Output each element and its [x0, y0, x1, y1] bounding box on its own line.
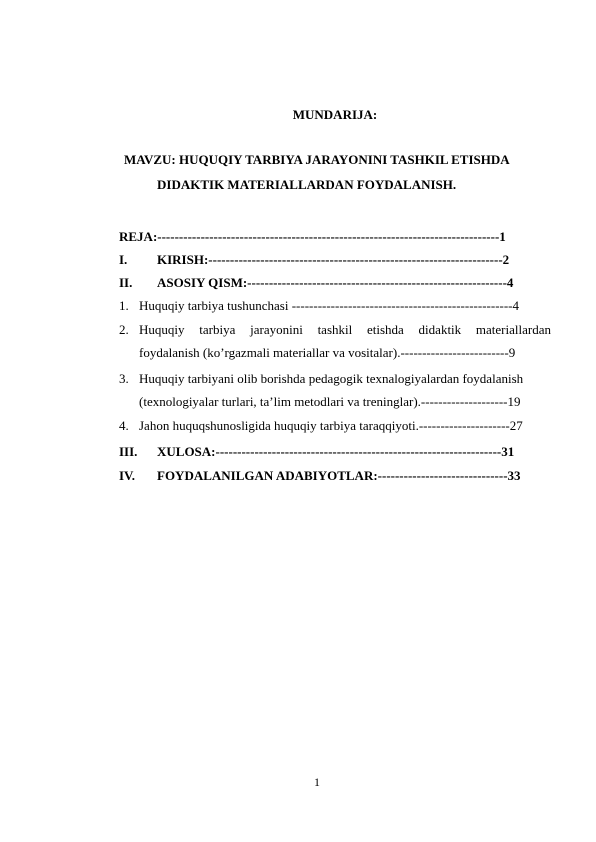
- toc-item-asosiy: [119, 274, 513, 291]
- toc-item-number: I.: [119, 252, 128, 267]
- toc-item-text: KIRISH:--------------------------------------------------------------------2: [157, 252, 510, 267]
- toc-subitem-2-cont: foydalanish (ko’rgazmali materiallar va vositalar).-------------------------9: [139, 345, 516, 360]
- toc-subitem-3-cont: (texnologiyalar turlari, ta’lim metodlari va treninglar).--------------------19: [139, 394, 521, 409]
- toc-item-xulosa: [119, 443, 514, 460]
- toc-item-text: FOYDALANILGAN ADABIYOTLAR:------------------------------33: [157, 468, 521, 483]
- toc-item-adabiyotlar: [119, 467, 521, 484]
- toc-item-number: 3.: [119, 371, 129, 386]
- toc-item-number: 1.: [119, 298, 129, 313]
- toc-item-text: Huquqiy tarbiyani olib borishda pedagogik texnalogiyalardan foydalanish: [139, 371, 524, 386]
- topic-line-2: DIDAKTIK MATERIALLARDAN FOYDALANISH.: [157, 177, 457, 192]
- page-title: MUNDARIJA:: [292, 107, 378, 122]
- toc-item-kirish: [119, 251, 509, 268]
- toc-subitem-3: [119, 370, 523, 387]
- toc-item-number: II.: [119, 275, 133, 290]
- page-number: 1: [314, 775, 320, 789]
- toc-item-number: 2.: [119, 322, 129, 337]
- topic-line-1: MAVZU: HUQUQIY TARBIYA JARAYONINI TASHKIL ETISHDA: [124, 152, 510, 167]
- toc-item-number: 4.: [119, 418, 129, 433]
- toc-item-reja: [119, 228, 506, 245]
- toc-item-text: ASOSIY QISM:------------------------------------------------------------4: [157, 275, 514, 290]
- toc-item-text: Jahon huquqshunosligida huquqiy tarbiya taraqqiyoti.---------------------27: [139, 418, 523, 433]
- toc-item-number: IV.: [119, 468, 136, 483]
- toc-item-text: XULOSA:------------------------------------------------------------------31: [157, 444, 515, 459]
- toc-subitem-2: [119, 321, 551, 338]
- toc-item-text: Huquqiy tarbiya jarayonini tashkil etishda didaktik materiallardan: [139, 322, 551, 337]
- toc-item-number: III.: [119, 444, 138, 459]
- toc-subitem-1: [119, 297, 519, 314]
- toc-item-text: Huquqiy tarbiya tushunchasi ---------------------------------------------------4: [139, 298, 520, 313]
- toc-item-text: REJA:-------------------------------------------------------------------------------1: [119, 229, 506, 244]
- toc-subitem-4: [119, 417, 523, 434]
